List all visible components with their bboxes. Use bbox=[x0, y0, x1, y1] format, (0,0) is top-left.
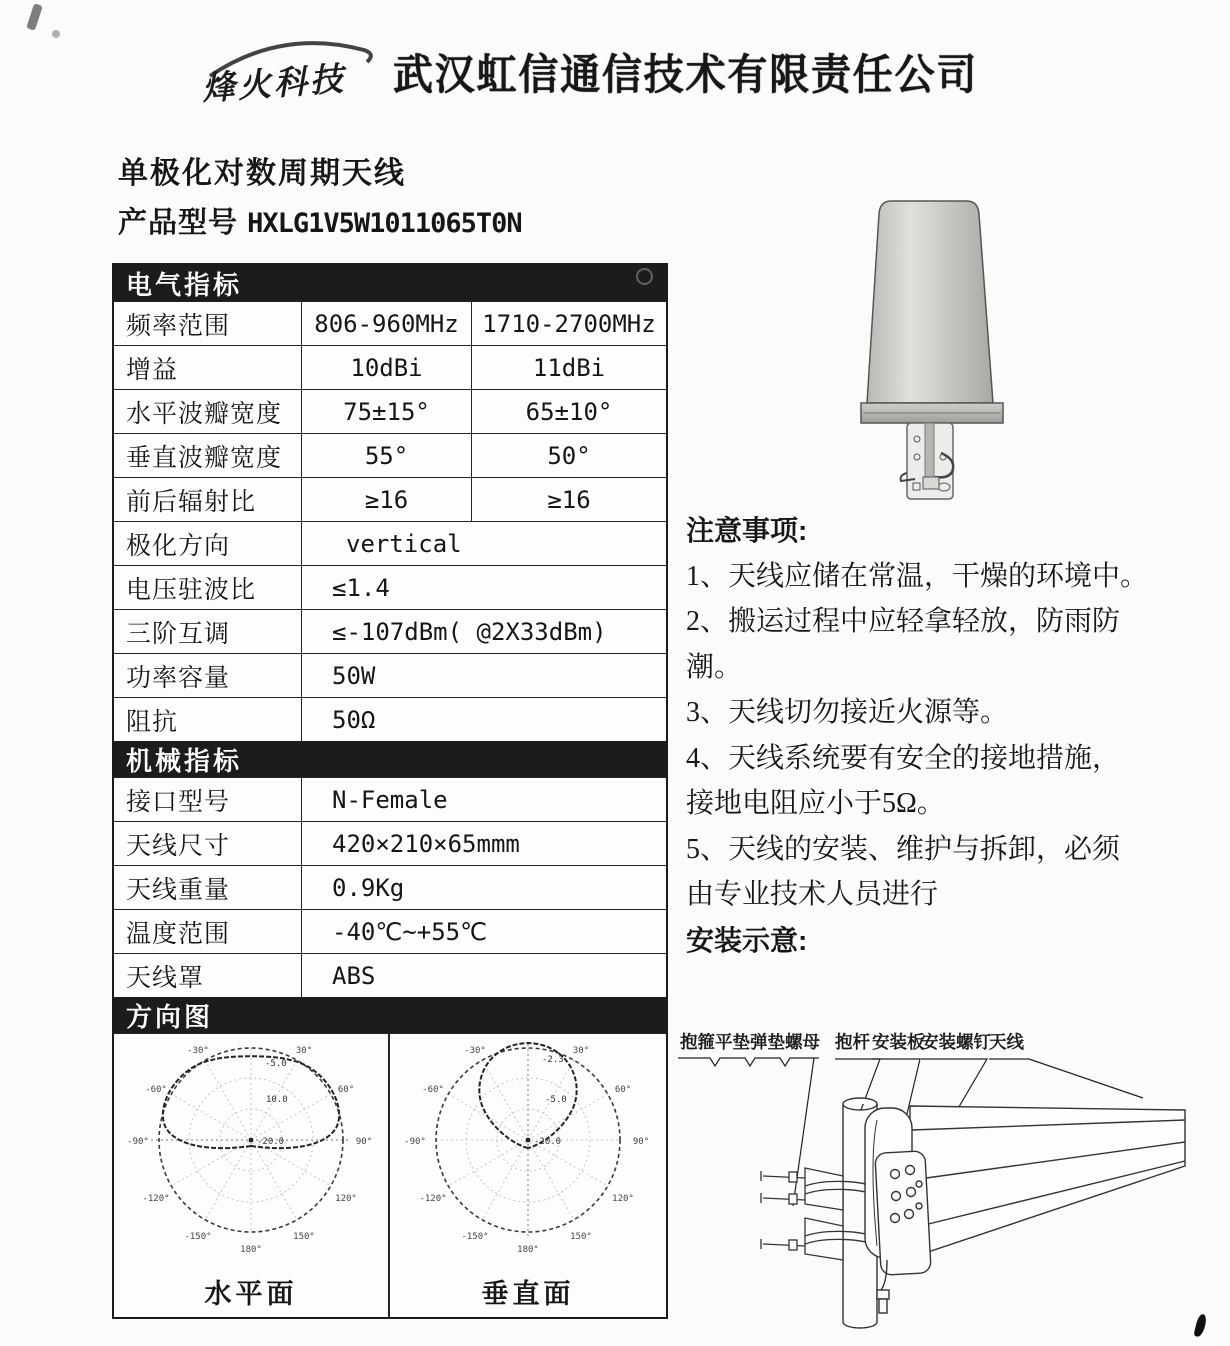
angle-label: -60° bbox=[145, 1085, 167, 1095]
installation-diagram bbox=[665, 1018, 1230, 1346]
table-row bbox=[114, 433, 666, 477]
angle-label: 180° bbox=[517, 1245, 539, 1255]
pattern-caption-horizontal: 水平面 bbox=[204, 1279, 298, 1309]
note-line: 2、搬运过程中应轻拿轻放，防雨防 bbox=[686, 606, 1121, 637]
ring-label: 10.0 bbox=[266, 1095, 288, 1105]
polar-center-dot bbox=[249, 1138, 254, 1143]
row-value: 0.9Kg bbox=[332, 873, 405, 902]
row-value: 50W bbox=[332, 661, 376, 690]
table-row bbox=[114, 389, 666, 433]
part-label-clamp: 抱箍 bbox=[680, 1033, 715, 1053]
row-value-1: 55° bbox=[302, 434, 472, 477]
product-title: 单极化对数周期天线 bbox=[118, 157, 406, 190]
angle-label: 30° bbox=[572, 1046, 590, 1056]
polar-center-dot bbox=[526, 1138, 531, 1143]
row-value: -40℃~+55℃ bbox=[332, 917, 488, 946]
angle-label: -60° bbox=[422, 1085, 444, 1095]
part-label-pole: 抱杆 bbox=[835, 1033, 870, 1053]
angle-label: -90° bbox=[404, 1137, 426, 1147]
table-row bbox=[114, 565, 666, 609]
angle-label: 180° bbox=[240, 1245, 262, 1255]
angle-label: -30° bbox=[464, 1046, 486, 1056]
antenna-product-image bbox=[845, 185, 1055, 505]
row-value-1: 75±15° bbox=[302, 390, 472, 433]
section-title: 方向图 bbox=[126, 1001, 214, 1032]
spec-table bbox=[112, 263, 668, 1319]
angle-label: -120° bbox=[419, 1194, 447, 1204]
pattern-row bbox=[114, 1033, 666, 1317]
install-title: 安装示意: bbox=[686, 924, 808, 956]
row-value-2: 65±10° bbox=[525, 397, 613, 426]
table-row bbox=[114, 477, 666, 521]
polar-plot-horizontal bbox=[116, 1036, 386, 1272]
row-value-2: ≥16 bbox=[547, 485, 591, 514]
clamp-assembly bbox=[761, 1168, 877, 1260]
row-label: 电压驻波比 bbox=[114, 566, 302, 609]
note-line: 5、天线的安装、维护与拆卸，必须 bbox=[686, 833, 1121, 865]
row-label: 水平波瓣宽度 bbox=[114, 390, 302, 433]
row-value-1: 806-960MHz bbox=[302, 302, 472, 345]
section-title: 电气指标 bbox=[126, 269, 243, 300]
row-value: vertical bbox=[346, 529, 462, 558]
part-label-nut: 螺母 bbox=[785, 1033, 820, 1053]
row-label: 功率容量 bbox=[114, 654, 302, 697]
radome-body bbox=[867, 201, 993, 403]
row-value: 420×210×65mmm bbox=[332, 829, 520, 858]
row-label: 极化方向 bbox=[114, 522, 302, 565]
angle-label: -150° bbox=[184, 1232, 212, 1242]
row-value: ABS bbox=[332, 961, 376, 990]
connector-block bbox=[923, 477, 939, 489]
company-name: 武汉虹信通信技术有限责任公司 bbox=[393, 51, 979, 98]
angle-label: -90° bbox=[127, 1137, 149, 1147]
angle-label: 90° bbox=[632, 1137, 650, 1147]
scan-artifact bbox=[636, 268, 653, 285]
row-label: 阻抗 bbox=[114, 698, 302, 741]
ring-label: -20.0 bbox=[257, 1137, 285, 1147]
row-value-1: ≥16 bbox=[302, 478, 472, 521]
table-row bbox=[114, 521, 666, 565]
note-line: 潮。 bbox=[686, 651, 743, 683]
pattern-caption-vertical: 垂直面 bbox=[481, 1279, 575, 1309]
row-label: 垂直波瓣宽度 bbox=[114, 434, 302, 477]
table-row bbox=[114, 345, 666, 389]
part-label-spring-washer: 弹垫 bbox=[750, 1033, 785, 1053]
note-line: 3、天线切勿接近火源等。 bbox=[686, 697, 1009, 728]
angle-label: -120° bbox=[142, 1194, 170, 1204]
table-row bbox=[114, 301, 666, 345]
table-row bbox=[114, 653, 666, 697]
scan-artifact bbox=[26, 3, 43, 31]
ring-label: -5.0 bbox=[265, 1059, 287, 1069]
row-label: 增益 bbox=[114, 346, 302, 389]
angle-label: 60° bbox=[614, 1085, 632, 1095]
row-label: 天线重量 bbox=[114, 866, 302, 909]
row-label: 天线尺寸 bbox=[114, 822, 302, 865]
notes-block bbox=[686, 508, 1213, 963]
angle-label: 120° bbox=[335, 1194, 357, 1204]
product-model-label: 产品型号 bbox=[118, 207, 239, 239]
row-label: 三阶互调 bbox=[114, 610, 302, 653]
part-label-mount-screw: 安装螺钉 bbox=[921, 1033, 991, 1053]
table-row bbox=[114, 821, 666, 865]
row-value: N-Female bbox=[332, 785, 448, 814]
note-line: 由专业技术人员进行 bbox=[686, 879, 939, 910]
note-line: 1、天线应储在常温，干燥的环境中。 bbox=[686, 560, 1149, 592]
logo-text: 烽火科技 bbox=[200, 59, 347, 107]
product-model-code: HXLG1V5W1011065T0N bbox=[247, 208, 522, 239]
row-value: 50Ω bbox=[332, 705, 376, 734]
part-label-mount-plate: 安装板 bbox=[872, 1033, 925, 1053]
table-row bbox=[114, 865, 666, 909]
row-value-2: 11dBi bbox=[532, 353, 606, 382]
angle-label: -150° bbox=[461, 1232, 489, 1242]
scan-artifact bbox=[52, 30, 60, 38]
pattern-cell-vertical bbox=[390, 1034, 666, 1317]
company-logo bbox=[196, 26, 391, 118]
row-value-1: 10dBi bbox=[302, 346, 472, 389]
note-line: 4、天线系统要有安全的接地措施， bbox=[686, 742, 1121, 774]
section-title: 机械指标 bbox=[126, 745, 243, 776]
table-row bbox=[114, 697, 666, 741]
ring-label: -20.0 bbox=[534, 1137, 562, 1147]
note-line: 接地电阻应小于5Ω。 bbox=[686, 788, 945, 819]
angle-label: -30° bbox=[187, 1046, 209, 1056]
table-row bbox=[114, 777, 666, 821]
row-label: 前后辐射比 bbox=[114, 478, 302, 521]
polar-plot-vertical bbox=[393, 1036, 663, 1272]
angle-label: 150° bbox=[570, 1232, 592, 1242]
ring-label: -2.3 bbox=[542, 1055, 564, 1065]
angle-label: 150° bbox=[293, 1232, 315, 1242]
row-label: 频率范围 bbox=[114, 302, 302, 345]
angle-label: 90° bbox=[355, 1137, 373, 1147]
table-row bbox=[114, 953, 666, 997]
part-label-flat-washer: 平垫 bbox=[715, 1033, 750, 1053]
row-label: 接口型号 bbox=[114, 778, 302, 821]
pattern-cell-horizontal bbox=[114, 1034, 390, 1317]
notes-title: 注意事项: bbox=[686, 515, 808, 546]
ring-label: -5.0 bbox=[545, 1095, 567, 1105]
row-value-2: 50° bbox=[547, 441, 591, 470]
row-value: ≤1.4 bbox=[332, 573, 390, 602]
part-label-antenna: 天线 bbox=[989, 1033, 1024, 1053]
table-row bbox=[114, 609, 666, 653]
feed-tube bbox=[925, 423, 934, 477]
row-value-2: 1710-2700MHz bbox=[482, 309, 656, 338]
mount-plate bbox=[875, 1151, 931, 1275]
angle-label: 120° bbox=[612, 1194, 634, 1204]
section-header-mechanical bbox=[114, 741, 666, 777]
angle-label: 60° bbox=[337, 1085, 355, 1095]
angle-label: 30° bbox=[295, 1046, 313, 1056]
row-label: 温度范围 bbox=[114, 910, 302, 953]
row-value: ≤-107dBm( @2X33dBm) bbox=[332, 617, 607, 646]
product-model-line bbox=[118, 200, 522, 241]
section-header-electrical bbox=[114, 265, 666, 301]
table-row bbox=[114, 909, 666, 953]
row-label: 天线罩 bbox=[114, 954, 302, 997]
section-header-patterns bbox=[114, 997, 666, 1033]
